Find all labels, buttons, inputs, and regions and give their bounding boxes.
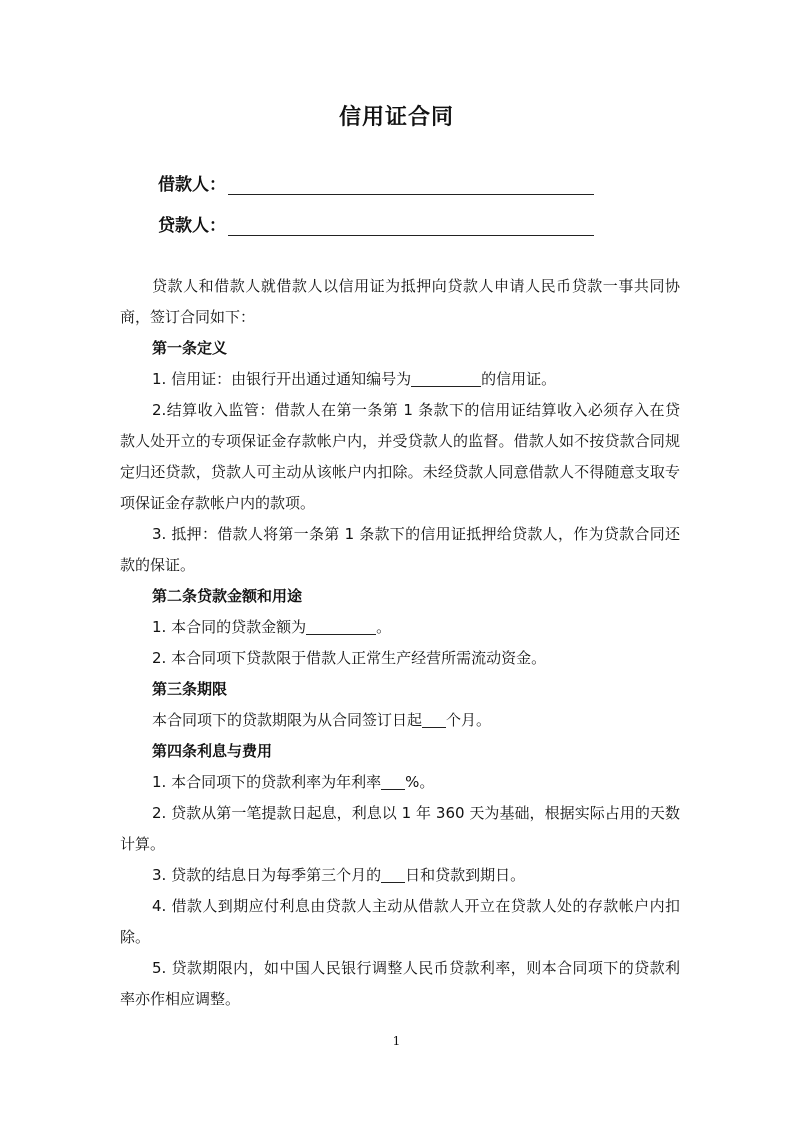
lender-line [158, 211, 594, 236]
settlement-day-blank [381, 866, 405, 883]
document-title: 信用证合同 [338, 105, 454, 130]
lender-blank [228, 215, 594, 236]
borrower-line [158, 170, 594, 195]
term-months-blank [422, 711, 446, 728]
article1-heading: 第一条定义 [152, 339, 228, 357]
article4-clause5: 5. 贷款期限内，如中国人民银行调整人民币贷款利率，则本合同项下的贷款利率亦作相应调整。 [120, 959, 680, 1008]
contract-body [120, 271, 680, 1015]
borrower-label: 借款人： [158, 175, 226, 195]
intro-paragraph: 贷款人和借款人就借款人以信用证为抵押向贷款人申请人民币贷款一事共同协商，签订合同如下： [120, 277, 680, 326]
article3-heading: 第三条期限 [152, 680, 228, 698]
page-number: 1 [392, 1034, 401, 1048]
article4-clause2: 2. 贷款从第一笔提款日起息，利息以 1 年 360 天为基础，根据实际占用的天数计算。 [120, 804, 680, 853]
article2-clause2: 2. 本合同项下贷款限于借款人正常生产经营所需流动资金。 [152, 649, 547, 667]
lc-number-blank [411, 370, 481, 387]
article4-clause1: 1. 本合同项下的贷款利率为年利率 %。 [152, 773, 435, 791]
lender-label: 贷款人： [158, 216, 226, 236]
article2-clause1: 1. 本合同的贷款金额为 。 [152, 618, 392, 636]
article2-heading: 第二条贷款金额和用途 [152, 587, 303, 605]
article1-clause3: 3. 抵押：借款人将第一条第 1 条款下的信用证抵押给贷款人，作为贷款合同还款的保证。 [120, 525, 680, 574]
loan-amount-blank [306, 618, 376, 635]
article4-clause4: 4. 借款人到期应付利息由贷款人主动从借款人开立在贷款人处的存款帐户内扣除。 [120, 897, 680, 946]
interest-rate-blank [381, 773, 405, 790]
article4-clause3: 3. 贷款的结息日为每季第三个月的 日和贷款到期日。 [152, 866, 526, 884]
article1-clause2: 2.结算收入监管：借款人在第一条第 1 条款下的信用证结算收入必须存入在贷款人处开立的专项保证金存款帐户内，并受贷款人的监督。借款人如不按贷款合同规定归还贷款，贷款人可主动从该帐户内扣除。未经贷款人同意借款人不得随意支取专项保证金存款帐户内的款项。 [120, 401, 680, 512]
article1-clause1: 1. 信用证：由银行开出通过通知编号为 的信用证。 [152, 370, 557, 388]
article4-heading: 第四条利息与费用 [152, 742, 273, 760]
borrower-blank [228, 174, 594, 195]
article3-clause1: 本合同项下的贷款期限为从合同签订日起 个月。 [152, 711, 492, 729]
